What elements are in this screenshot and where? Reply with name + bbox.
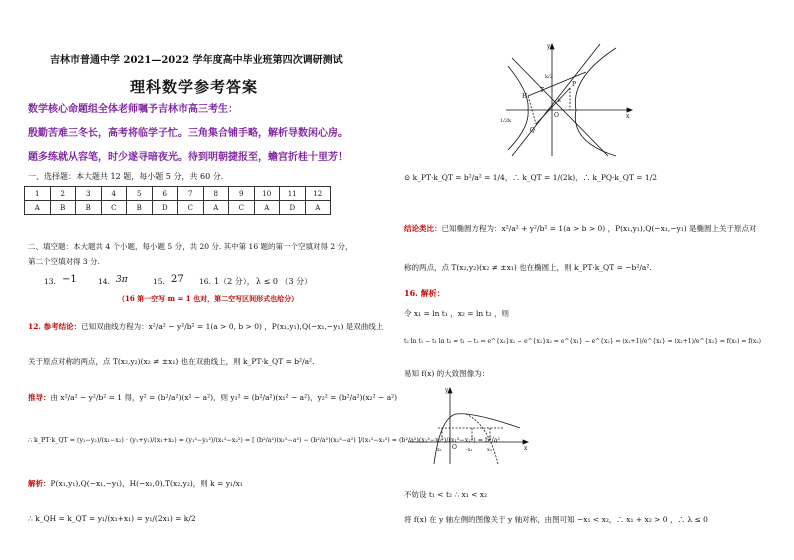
result-line: ⊙ k_PT·k_QT = b²/a² = 1/4，∴ k_QT = 1/(2k)，∴ k_PQ·k_QT = 1/2	[404, 173, 658, 182]
q16-line-3: 易知 f(x) 的大致图像为：	[404, 369, 490, 378]
q16-line-1: 令 x₁ = ln t₁ ，x₂ = ln t₂ ，则	[404, 309, 509, 318]
answer-15-number: 15.	[153, 277, 165, 286]
f-curve	[434, 414, 520, 464]
answer-16-number: 16.	[199, 277, 211, 286]
line-qt	[528, 72, 586, 96]
section2-heading-line-1: 二、填空题：本大题共 4 个小题，每小题 5 分，共 20 分. 其中第 16 题的第一个空填对得 2 分，	[28, 242, 353, 251]
answer-15-value: 27	[171, 274, 184, 285]
answer-13-number: 13.	[44, 277, 56, 286]
table-cell: B	[76, 201, 102, 215]
section2-heading-line-2: 第二个空填对得 3 分.	[28, 257, 100, 266]
q12-derive-text: 由 x²/a² − y²/b² = 1 得，y² = (b²/a²)(x² − a²)，则 y₁² = (b²/a²)(x₁² − a²)，y₂² = (b²/a²)(x₂² − a²)	[50, 393, 398, 402]
answer-14-number: 14.	[98, 277, 110, 286]
table-cell: C	[101, 201, 127, 215]
q12-solution-text: P(x₁,y₁),Q(−x₁,−y₁)，H(−x₁,0),T(x₂,y₂)，则 k = y₁/x₁	[50, 479, 243, 488]
table-cell: B	[127, 201, 153, 215]
table-cell: 10	[254, 187, 280, 201]
fig1-label-x: x	[626, 113, 630, 120]
fig2-label-x1: x₁	[437, 447, 442, 453]
y-axis-arrow	[550, 44, 554, 49]
ext-text: 已知椭圆方程为：x²/a² + y²/b² = 1(a > b > 0) ，P(x₁,y₁),Q(−x₁,−y₁) 是椭圆上关于原点对	[441, 224, 757, 233]
table-cell: 7	[178, 187, 204, 201]
q12-chain: ∴ k_PT·k_QT = (y₁−y₂)/(x₁−x₂) · (y₁+y₂)/(x₁+x₂) = (y₁²−y₂²)/(x₁²−x₂²) = [ (b²/a²)(x₁²−a²) − (b²/a²)(x₂²−a²) ]/(x₁²−x₂²) = (b²/a²)(x₁²−x₂²)/(x₁²−x₂²) = b²/a²	[28, 437, 500, 444]
function-graph	[404, 384, 534, 466]
asymptote-1	[512, 44, 600, 156]
asymptote-2	[512, 58, 608, 156]
table-cell: 8	[203, 187, 229, 201]
table-cell: B	[50, 201, 76, 215]
table-cell: 2	[50, 187, 76, 201]
doc-title: 理科数学参考答案	[130, 78, 259, 96]
table-cell: 11	[280, 187, 306, 201]
fig2-label-x: x	[524, 445, 528, 452]
table-cell: 6	[152, 187, 178, 201]
table-cell: A	[254, 201, 280, 215]
table-cell: 5	[127, 187, 153, 201]
fig1-label-o: O	[554, 112, 559, 119]
table-cell: A	[305, 201, 331, 215]
q16-label: 16. 解析：	[404, 288, 445, 298]
fig1-label-y: y	[547, 43, 551, 50]
answer-16-note: （16 第一空写 m = 1 也对，第二空写区间形式也给分）	[118, 294, 299, 303]
x-axis-arrow	[627, 108, 632, 112]
fig1-label-p: P	[572, 81, 577, 88]
table-cell: 1	[25, 187, 51, 201]
q12-solution-label: 解析：	[28, 479, 51, 488]
fig2-label-neg-x1: -x₁	[466, 447, 473, 453]
x-axis-arrow	[523, 440, 528, 444]
q12-derive-label: 推导：	[28, 393, 51, 402]
hyperbola-right-branch	[575, 48, 616, 156]
q16-line-2: t₂ ln t₁ − t₁ ln t₂ = t₁ − t₂ ⇔ e^{x₂}x₁ − e^{x₁}x₂ = e^{x₁} − e^{x₂} ⇔ (x₁+1)/e^{x₁} = (x₂+1)/e^{x₂} ⇔ f(x₁) = f(x₂)	[404, 338, 761, 345]
q12-intro-text: 已知双曲线方程为：x²/a² − y²/b² = 1(a > 0, b > 0) ，P(x₁,y₁),Q(−x₁,−y₁) 是双曲线上	[81, 322, 384, 331]
fig1-label-h: H	[522, 93, 528, 100]
table-cell: 3	[76, 187, 102, 201]
q12-intro-label: 12. 参考结论：	[28, 322, 82, 331]
answer-14-value: 3π	[116, 275, 128, 285]
fig2-label-y: y	[445, 387, 449, 394]
fig1-label-k2: k/2	[545, 74, 553, 80]
table-cell: C	[178, 201, 204, 215]
table-cell: D	[280, 201, 306, 215]
answer-16-value-1: 1（2 分），	[214, 277, 255, 286]
f-reflected-curve	[466, 414, 498, 464]
greeting-line-1: 数学核心命题组全体老师嘱予吉林市高三考生：	[28, 104, 238, 115]
table-cell: A	[25, 201, 51, 215]
table-cell: C	[229, 201, 255, 215]
table-cell: 9	[229, 187, 255, 201]
q16-line-4: 不妨设 t₁ < t₂ ∴ x₁ < x₂	[404, 490, 488, 499]
answer-16-value-2: λ ≤ 0 （3 分）	[256, 277, 313, 286]
section1-heading: 一、选择题：本大题共 12 题，每小题 5 分，共 60 分.	[28, 172, 224, 181]
fig1-label-q: Q	[530, 127, 535, 134]
answer-13-value: −1	[62, 274, 77, 285]
table-cell: D	[152, 201, 178, 215]
hyperbola-left-branch	[508, 66, 528, 150]
fig2-label-o: O	[452, 444, 457, 451]
fig1-label-k: k	[558, 98, 562, 104]
table-cell: 12	[305, 187, 331, 201]
ext-label: 结论类比：	[404, 224, 442, 233]
hyperbola-figure	[498, 38, 638, 160]
fig1-label-t: T	[540, 87, 545, 94]
answer-table-numbers	[25, 187, 331, 201]
q12-line-2: 关于原点对称的两点，点 T(x₂,y₂)(x₂ ≠ ±x₁) 也在双曲线上，则 k_PT·k_QT = b²/a².	[28, 357, 315, 366]
fig1-label-k3: 1/2k	[500, 118, 512, 124]
fig2-label-x2: x₂	[487, 447, 492, 453]
ext-line-2: 称的两点，点 T(x₂,y₂)(x₂ ≠ ±x₁) 也在椭圆上，则 k_PT·k_QT = −b²/a².	[404, 263, 652, 272]
y-axis-arrow	[448, 388, 452, 393]
table-cell: A	[203, 201, 229, 215]
greeting-line-2: 殷勤苦难三冬长，高考将临学子忙。三角集合铺手略，解析导数闲心房。	[28, 128, 348, 139]
school-title: 吉林市普通中学 2021—2022 学年度高中毕业班第四次调研测试	[50, 55, 343, 66]
q16-line-5: 将 f(x) 在 y 轴左侧的图像关于 y 轴对称，由图可知 −x₁ < x₂，∴ x₁ + x₂ > 0 ，∴ λ ≤ 0	[404, 515, 708, 524]
answer-table	[24, 186, 331, 215]
table-cell: 4	[101, 187, 127, 201]
answer-table-answers	[25, 201, 331, 215]
q12-final: ∴ k_QH = k_QT = y₁/(x₁+x₁) = y₁/(2x₁) = k/2	[28, 514, 196, 523]
greeting-line-3: 题多练就从容笔，时少遂寻暗夜光。待到明朝捷报至，蟾宫折桂十里芳！	[28, 152, 348, 163]
